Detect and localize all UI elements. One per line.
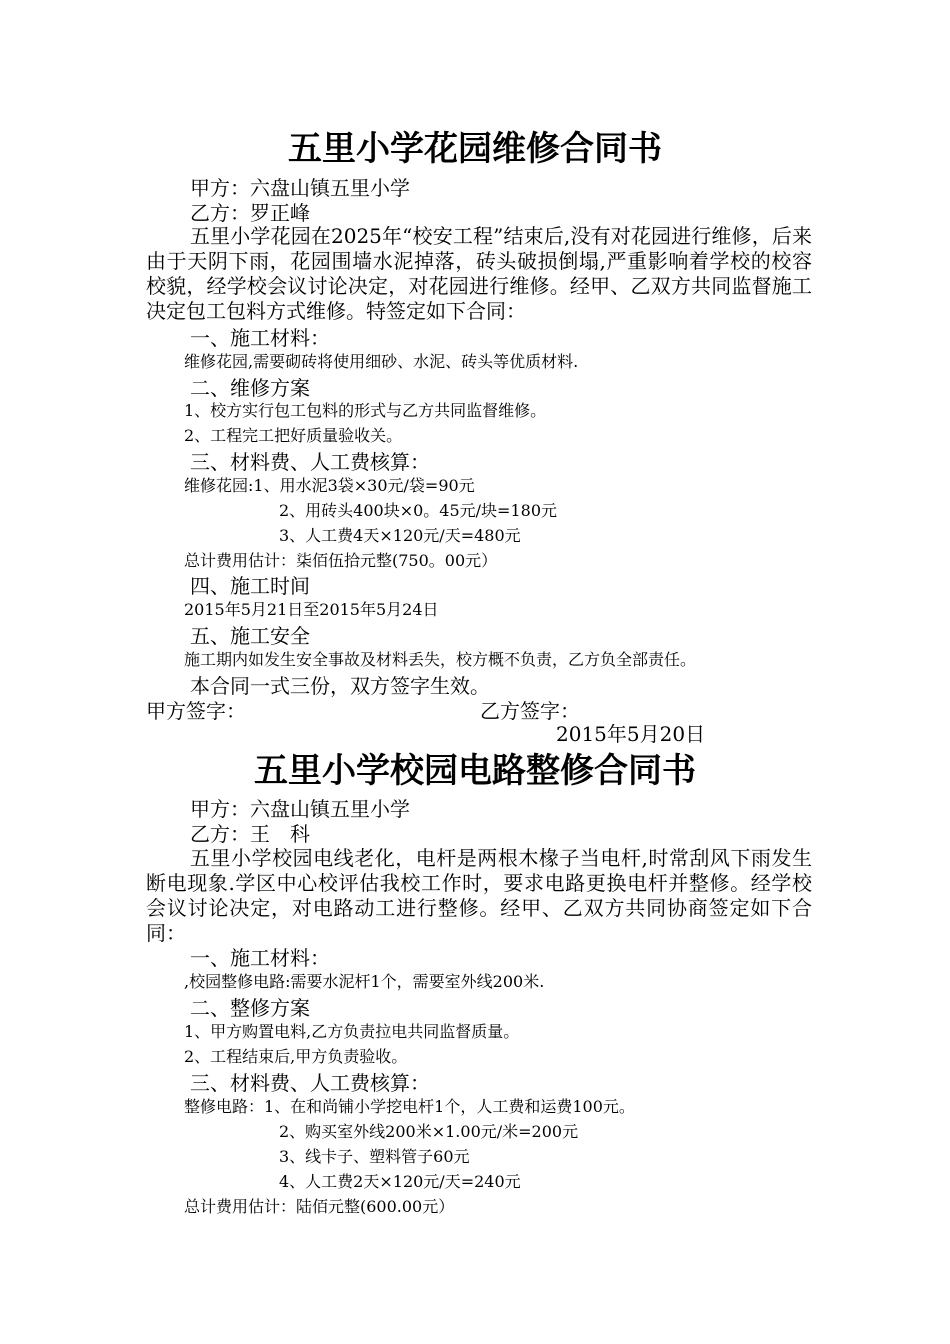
contract2-s3-heading: 三、材料费、人工费核算：	[190, 1071, 430, 1095]
contract2-s1-text: ,校园整修电路:需要水泥杆1个，需要室外线200米.	[184, 972, 545, 991]
contract1-s2-item1: 1、校方实行包工包料的形式与乙方共同监督维修。	[184, 401, 547, 420]
contract2-s2-heading: 二、整修方案	[190, 996, 310, 1020]
contract1-s3-heading: 三、材料费、人工费核算：	[190, 450, 430, 474]
contract1-s4-heading: 四、施工时间	[190, 574, 310, 598]
contract1-s2-item2: 2、工程完工把好质量验收关。	[184, 426, 403, 445]
contract1-title: 五里小学花园维修合同书	[288, 129, 662, 169]
contract1-s5-text: 施工期内如发生安全事故及材料丢失，校方概不负责，乙方负全部责任。	[184, 650, 697, 669]
contract1-s2-heading: 二、维修方案	[190, 376, 310, 400]
contract2-party-a: 甲方：六盘山镇五里小学	[190, 797, 410, 821]
contract2-s3-line2: 2、购买室外线200米×1.00元/米=200元	[279, 1122, 579, 1141]
contract2-party-b: 乙方：王 科	[190, 822, 310, 846]
contract2-title: 五里小学校园电路整修合同书	[254, 751, 696, 791]
contract2-s3-line1: 整修电路：1、在和尚铺小学挖电杆1个，人工费和运费100元。	[184, 1097, 635, 1116]
contract1-s1-heading: 一、施工材料：	[190, 326, 330, 350]
contract1-party-b: 乙方：罗正峰	[190, 201, 310, 225]
contract1-s1-text: 维修花园,需要砌砖将使用细砂、水泥、砖头等优质材料.	[184, 352, 579, 371]
contract2-s3-line4: 4、人工费2天×120元/天=240元	[279, 1172, 521, 1191]
contract1-s3-line1: 维修花园:1、用水泥3袋×30元/袋=90元	[184, 476, 475, 495]
contract2-intro: 五里小学校园电线老化，电杆是两根木椽子当电杆,时常刮风下雨发生断电现象.学区中心校评估我校工作时，要求电路更换电杆并整修。经学校会议讨论决定，对电路动工进行整修。经甲、乙双方共同协商签定如下合同：	[146, 846, 812, 945]
contract1-s5-heading: 五、施工安全	[190, 624, 310, 648]
contract1-s3-total: 总计费用估计：柒佰伍拾元整(750。00元）	[184, 551, 498, 570]
contract1-closing: 本合同一式三份，双方签字生效。	[190, 674, 490, 698]
contract1-sign-b: 乙方签字：	[480, 699, 580, 723]
contract2-s2-item1: 1、甲方购置电料,乙方负责拉电共同监督质量。	[184, 1022, 520, 1041]
contract1-date: 2015年5月20日	[556, 722, 706, 746]
contract2-s2-item2: 2、工程结束后,甲方负责验收。	[184, 1047, 408, 1066]
contract1-intro: 五里小学花园在2025年“校安工程”结束后,没有对花园进行维修，后来由于天阴下雨，花园围墙水泥掉落，砖头破损倒塌,严重影响着学校的校容校貌，经学校会议讨论决定，对花园进行维修。经甲、乙双方共同监督施工决定包工包料方式维修。特签定如下合同：	[146, 224, 812, 323]
contract2-s3-total: 总计费用估计：陆佰元整(600.00元）	[184, 1197, 455, 1216]
contract1-s3-line3: 3、人工费4天×120元/天=480元	[279, 526, 521, 545]
contract1-party-a: 甲方：六盘山镇五里小学	[190, 176, 410, 200]
contract2-s1-heading: 一、施工材料：	[190, 946, 330, 970]
contract1-s3-line2: 2、用砖头400块×0。45元/块=180元	[279, 501, 558, 520]
contract2-s3-line3: 3、线卡子、塑料管子60元	[279, 1147, 470, 1166]
contract1-sign-a: 甲方签字：	[146, 699, 246, 723]
contract1-s4-text: 2015年5月21日至2015年5月24日	[184, 600, 439, 619]
